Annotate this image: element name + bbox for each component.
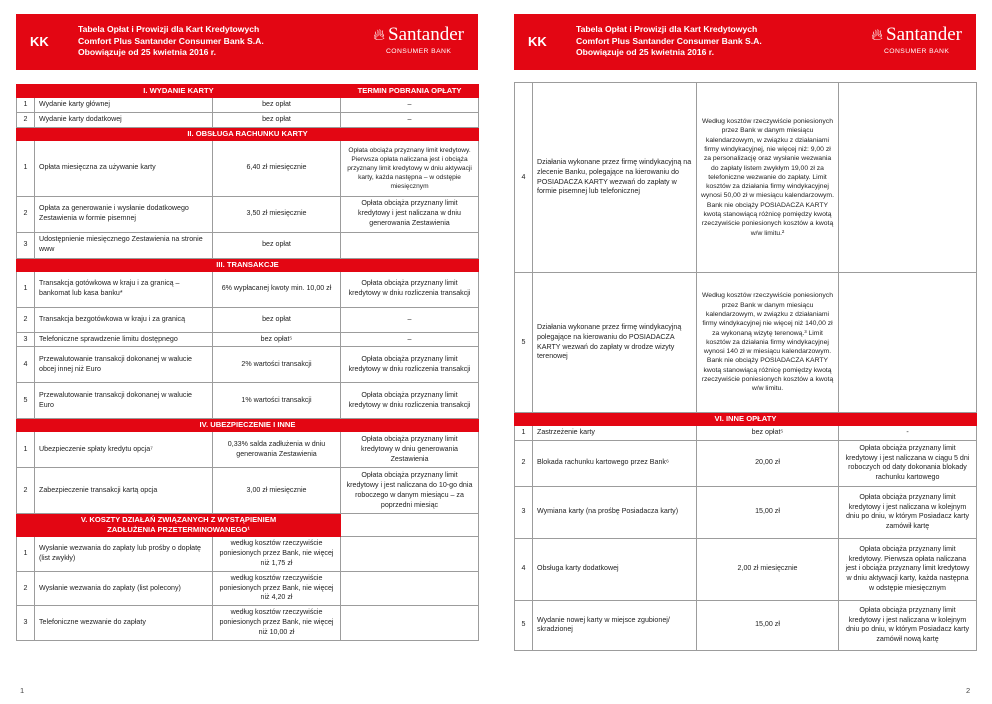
- document-code: KK: [30, 34, 49, 49]
- brand-sub: CONSUMER BANK: [386, 48, 452, 55]
- row-fee: bez opłat⁵: [213, 332, 341, 347]
- row-fee: bez opłat⁵: [697, 426, 839, 441]
- row-description: Wydanie karty dodatkowej: [35, 112, 213, 127]
- table-row: [515, 538, 977, 600]
- table-row: [515, 600, 977, 650]
- section-header: [17, 127, 479, 140]
- section-header: [17, 419, 479, 432]
- row-number: 2: [17, 112, 35, 127]
- section-title-line: V. KOSZTY DZIAŁAŃ ZWIĄZANYCH Z WYSTĄPIENIEM: [80, 515, 277, 525]
- row-description: Blokada rachunku kartowego przez Bank⁶: [533, 440, 697, 486]
- flame-icon: 🔥︎: [373, 27, 386, 44]
- brand-sub: CONSUMER BANK: [884, 48, 950, 55]
- row-number: 2: [17, 307, 35, 332]
- row-number: 1: [17, 537, 35, 571]
- row-description: Zabezpieczenie transakcji kartą opcja: [35, 468, 213, 514]
- row-description: Wydanie nowej karty w miejsce zgubionej/ skradzionej: [533, 600, 697, 650]
- row-description: Wysłanie wezwania do zapłaty (list polecony): [35, 571, 213, 605]
- row-fee: 6% wypłacanej kwoty min. 10,00 zł: [213, 271, 341, 307]
- table-row: [515, 426, 977, 441]
- fee-table: [514, 82, 977, 651]
- brand-name: Santander: [886, 24, 962, 45]
- row-description: Transakcja gotówkowa w kraju i za granicą – bankomat lub kasa banku*: [35, 271, 213, 307]
- section-title: I. WYDANIE KARTY: [17, 85, 341, 98]
- brand-name: Santander: [388, 24, 464, 45]
- row-term: [341, 571, 479, 605]
- row-number: 4: [17, 347, 35, 383]
- row-description: Obsługa karty dodatkowej: [533, 538, 697, 600]
- row-number: 1: [515, 426, 533, 441]
- row-number: 1: [17, 98, 35, 113]
- row-number: 2: [17, 468, 35, 514]
- table-row: [17, 332, 479, 347]
- row-number: 3: [17, 232, 35, 258]
- row-term: –: [341, 98, 479, 113]
- row-fee: według kosztów rzeczywiście poniesionych przez Bank, nie więcej niż 1,75 zł: [213, 537, 341, 571]
- row-fee: bez opłat: [213, 112, 341, 127]
- row-description: Opłata miesięczna za używanie karty: [35, 140, 213, 196]
- fee-table: [16, 84, 479, 641]
- table-row: [515, 486, 977, 538]
- row-term: –: [341, 332, 479, 347]
- row-term: Opłata obciąża przyznany limit kredytowy. Pierwsza opłata naliczana jest i obciąża przyznany limit kredytowy w dniu aktywacji karty, każda następna w odstępie miesięcznym: [839, 538, 977, 600]
- header-title-line: Comfort Plus Santander Consumer Bank S.A.: [78, 35, 264, 46]
- section-title: II. OBSŁUGA RACHUNKU KARTY: [17, 127, 479, 140]
- row-fee: 15,00 zł: [697, 486, 839, 538]
- table-row: [17, 537, 479, 571]
- row-term: Opłata obciąża przyznany limit kredytowy i jest naliczana w ciągu 5 dni roboczych od daty dokonania blokady rachunku kartowego: [839, 440, 977, 486]
- row-term: Opłata obciąża przyznany limit kredytowy. Pierwsza opłata naliczana jest i obciąża przyznany limit kredytowy w dniu aktywacji karty, każda następna – w odstępie miesięcznym: [341, 140, 479, 196]
- row-number: 2: [515, 440, 533, 486]
- table-row: [17, 232, 479, 258]
- row-description: Transakcja bezgotówkowa w kraju i za granicą: [35, 307, 213, 332]
- row-description: Telefoniczne sprawdzenie limitu dostępnego: [35, 332, 213, 347]
- table-row: [17, 307, 479, 332]
- brand-wordmark: [871, 24, 962, 47]
- section-header: [17, 258, 479, 271]
- flame-icon: 🔥︎: [871, 27, 884, 44]
- table-row: [17, 383, 479, 419]
- row-number: 5: [515, 600, 533, 650]
- row-fee: 2% wartości transakcji: [213, 347, 341, 383]
- header-title-line: Tabela Opłat i Prowizji dla Kart Kredytowych: [576, 24, 758, 34]
- row-fee: 20,00 zł: [697, 440, 839, 486]
- table-row: [17, 271, 479, 307]
- section-title: III. TRANSAKCJE: [17, 258, 479, 271]
- header-title-line: Obowiązuje od 25 kwietnia 2016 r.: [78, 47, 217, 57]
- row-description: Ubezpieczenie spłaty kredytu opcja⁷: [35, 432, 213, 468]
- row-description: Działania wykonane przez firmę windykacyjną polegające na kierowaniu do POSIADACZA KARTY wezwań do zapłaty w drodze wizyty terenowej: [533, 273, 697, 413]
- row-description: Wymiana karty (na prośbę Posiadacza karty): [533, 486, 697, 538]
- row-number: 1: [17, 140, 35, 196]
- row-description: Wydanie karty głównej: [35, 98, 213, 113]
- row-term: –: [341, 112, 479, 127]
- row-fee: 2,00 zł miesięcznie: [697, 538, 839, 600]
- table-row: [17, 98, 479, 113]
- row-number: 4: [515, 83, 533, 273]
- row-term: [341, 606, 479, 640]
- row-number: 2: [17, 571, 35, 605]
- section-header: [17, 514, 479, 537]
- row-term: Opłata obciąża przyznany limit kredytowy w dniu generowania Zestawienia: [341, 432, 479, 468]
- page-number: 1: [20, 686, 25, 695]
- page-header: [16, 14, 478, 70]
- page-right: [514, 14, 976, 654]
- row-term: Opłata obciąża przyznany limit kredytowy i jest naliczana w kolejnym dniu po dniu, w którym Posiadacz karty zamówił kartę: [839, 486, 977, 538]
- table-row: [17, 196, 479, 232]
- page-left: [16, 14, 478, 654]
- row-description: Przewalutowanie transakcji dokonanej w walucie Euro: [35, 383, 213, 419]
- row-term: Opłata obciąża przyznany limit kredytowy w dniu rozliczenia transakcji: [341, 347, 479, 383]
- row-description: Przewalutowanie transakcji dokonanej w walucie obcej innej niż Euro: [35, 347, 213, 383]
- table-row: [17, 347, 479, 383]
- santander-logo: [871, 24, 962, 55]
- row-fee: 15,00 zł: [697, 600, 839, 650]
- row-term: [341, 537, 479, 571]
- row-fee: bez opłat: [213, 98, 341, 113]
- section-title: VI. INNE OPŁATY: [515, 413, 977, 426]
- row-fee: według kosztów rzeczywiście poniesionych przez Bank, nie więcej niż 4,20 zł: [213, 571, 341, 605]
- termin-header: TERMIN POBRANIA OPŁATY: [341, 85, 479, 98]
- santander-logo: [373, 24, 464, 55]
- header-title-line: Comfort Plus Santander Consumer Bank S.A.: [576, 35, 762, 46]
- header-title-line: Tabela Opłat i Prowizji dla Kart Kredytowych: [78, 24, 260, 34]
- row-fee: 3,00 zł miesięcznie: [213, 468, 341, 514]
- section-header: [515, 413, 977, 426]
- row-number: 4: [515, 538, 533, 600]
- row-description: Udostępnienie miesięcznego Zestawienia na stronie www: [35, 232, 213, 258]
- row-number: 3: [17, 332, 35, 347]
- section-title: [17, 514, 341, 537]
- table-row: [17, 140, 479, 196]
- row-term: Opłata obciąża przyznany limit kredytowy w dniu rozliczenia transakcji: [341, 383, 479, 419]
- row-fee: 3,50 zł miesięcznie: [213, 196, 341, 232]
- row-description: Działania wykonane przez firmę windykacyjną na zlecenie Banku, polegające na kierowaniu do POSIADACZA KARTY wezwań do zapłaty w formie pisemnej lub telefonicznej: [533, 83, 697, 273]
- row-description: Zastrzeżenie karty: [533, 426, 697, 441]
- empty-cell: [341, 514, 479, 537]
- table-row: [515, 440, 977, 486]
- header-title-line: Obowiązuje od 25 kwietnia 2016 r.: [576, 47, 715, 57]
- page-number: 2: [966, 686, 971, 695]
- row-term: [839, 83, 977, 273]
- header-titles: [576, 24, 786, 59]
- row-term: [341, 232, 479, 258]
- row-description: Wysłanie wezwania do zapłaty lub prośby o dopłatę (list zwykły): [35, 537, 213, 571]
- table-row: [17, 606, 479, 640]
- section-header: [17, 85, 479, 98]
- row-number: 2: [17, 196, 35, 232]
- section-title-line: ZADŁUŻENIA PRZETERMINOWANEGO¹: [107, 525, 250, 535]
- row-term: Opłata obciąża przyznany limit kredytowy i jest naliczana do 10-go dnia roboczego w danym miesiącu – za poprzedni miesiąc: [341, 468, 479, 514]
- row-number: 5: [515, 273, 533, 413]
- row-fee: 6,40 zł miesięcznie: [213, 140, 341, 196]
- table-row: [17, 432, 479, 468]
- header-titles: [78, 24, 288, 59]
- row-term: –: [341, 307, 479, 332]
- row-fee: bez opłat: [213, 307, 341, 332]
- row-fee: 0,33% salda zadłużenia w dniu generowania Zestawienia: [213, 432, 341, 468]
- table-row: [515, 83, 977, 273]
- row-term: Opłata obciąża przyznany limit kredytowy i jest naliczana w kolejnym dniu po dniu, w którym Posiadacz karty zamówił nową kartę: [839, 600, 977, 650]
- row-fee: według kosztów rzeczywiście poniesionych przez Bank, nie więcej niż 10,00 zł: [213, 606, 341, 640]
- section-title: IV. UBEZPIECZENIE I INNE: [17, 419, 479, 432]
- row-number: 5: [17, 383, 35, 419]
- table-row: [17, 112, 479, 127]
- row-description: Opłata za generowanie i wysłanie dodatkowego Zestawienia w formie pisemnej: [35, 196, 213, 232]
- row-fee: bez opłat: [213, 232, 341, 258]
- row-fee: Według kosztów rzeczywiście poniesionych przez Bank w danym miesiącu kalendarzowym, w związku z działaniami firmy windykacyjnej nie więcej niż 140,00 zł za wykonaną wizytę terenową.³ Limit kosztów za działania firmy windykacyjnej wynosi 140 zł w miesiącu kalendarzowym. Bank nie obciąży POSIADACZA KARTY kwotą stanowiącą różnicę pomiędzy kwotą rzeczywiście poniesionych kosztów a kwotą w/w limitu.: [697, 273, 839, 413]
- table-row: [515, 273, 977, 413]
- row-number: 3: [515, 486, 533, 538]
- row-number: 1: [17, 432, 35, 468]
- row-term: Opłata obciąża przyznany limit kredytowy i jest naliczana w dniu generowania Zestawienia: [341, 196, 479, 232]
- document-code: KK: [528, 34, 547, 49]
- row-term: Opłata obciąża przyznany limit kredytowy w dniu rozliczenia transakcji: [341, 271, 479, 307]
- row-number: 1: [17, 271, 35, 307]
- row-term: -: [839, 426, 977, 441]
- row-fee: 1% wartości transakcji: [213, 383, 341, 419]
- brand-wordmark: [373, 24, 464, 47]
- row-term: [839, 273, 977, 413]
- table-row: [17, 468, 479, 514]
- row-number: 3: [17, 606, 35, 640]
- row-description: Telefoniczne wezwanie do zapłaty: [35, 606, 213, 640]
- row-fee: Według kosztów rzeczywiście poniesionych przez Bank w danym miesiącu kalendarzowym, w związku z działaniami firmy windykacyjnej, nie więcej niż: 9,00 zł za personalizację oraz wysłanie wezwania do zapłaty listem zwykłym 19,00 zł za telefoniczne wezwanie do zapłaty. Limit kosztów za działania firmy windykacyjnej wynosi 50,00 zł w miesiącu kalendarzowym. Bank nie obciąży POSIADACZA KARTY kwotą stanowiącą różnicę pomiędzy kwotą rzeczywiście poniesionych kosztów a kwotą w/w limitu.²: [697, 83, 839, 273]
- table-row: [17, 571, 479, 605]
- page-header: [514, 14, 976, 70]
